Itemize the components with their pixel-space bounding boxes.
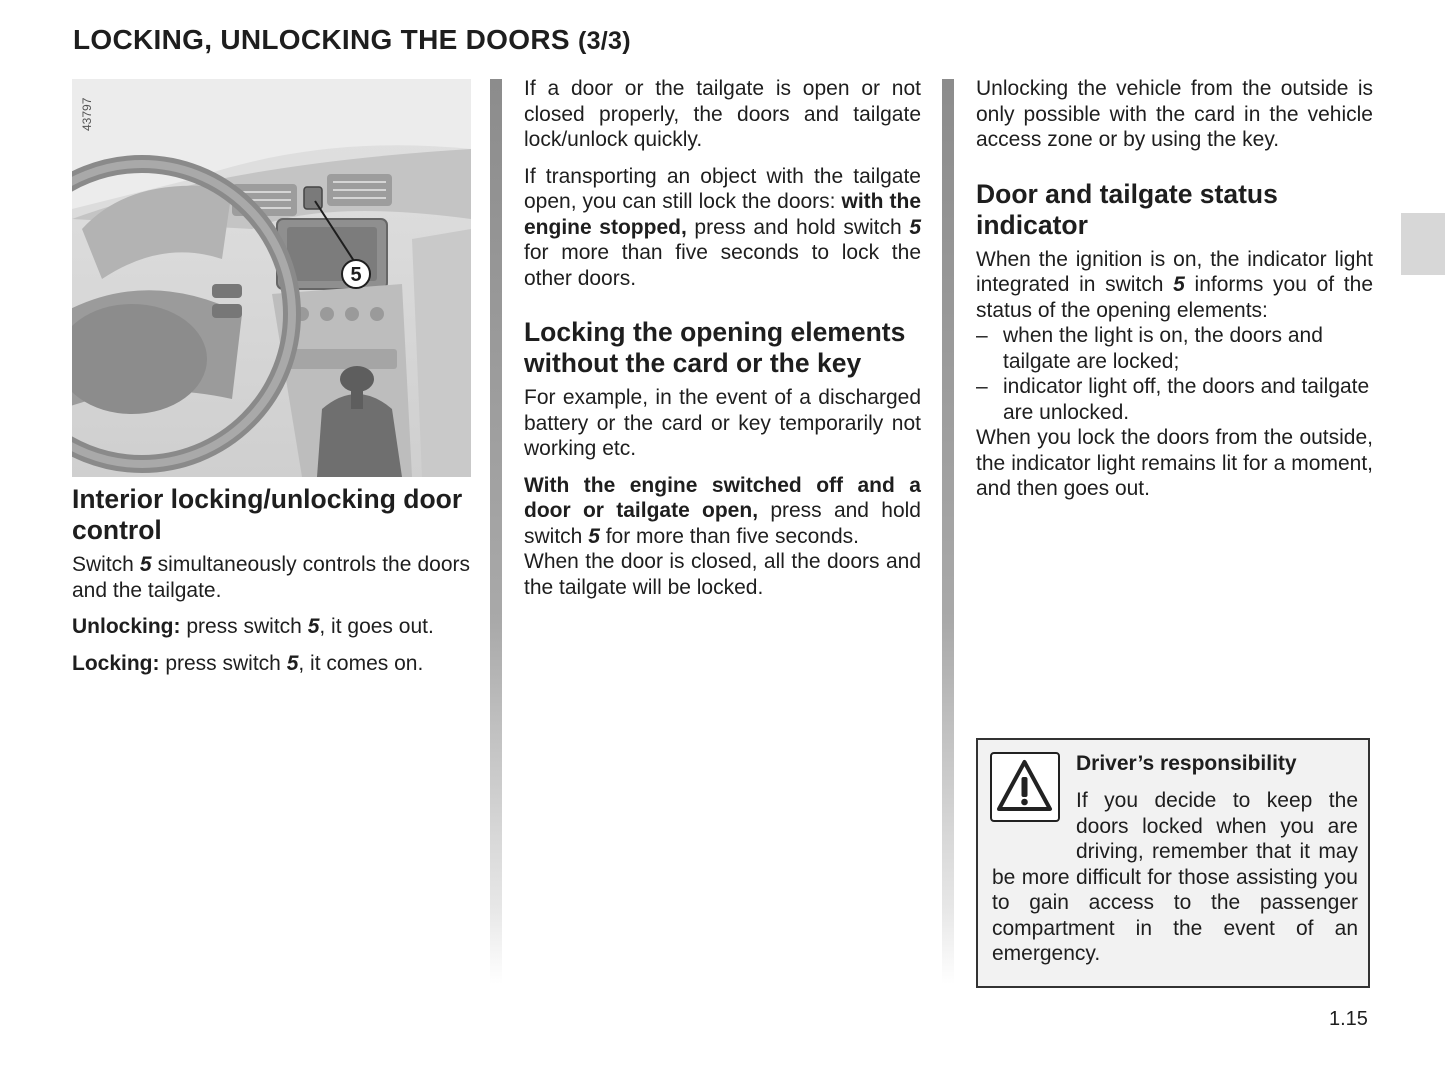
text: simultaneously controls the doors and the tailgate. [72, 553, 471, 602]
text: for more than five seconds. [599, 524, 860, 548]
column-2 [524, 76, 921, 611]
heading-status-indicator: Door and tailgate status indicator [976, 178, 1278, 240]
callout-label: 5 [350, 264, 362, 286]
paragraph-unlocking-outside: Unlocking the vehicle from the outside is only possible with the card in the vehicle access zone or by using the key. [976, 77, 1373, 151]
column-3 [976, 76, 1373, 513]
paragraph-unlocking [72, 614, 470, 640]
switch-number: 5 [307, 615, 320, 638]
chapter-tab [1401, 213, 1445, 275]
switch-number: 5 [286, 651, 299, 675]
text: press switch [159, 651, 287, 675]
warning-title: Driver’s responsibility [1076, 752, 1297, 775]
text: for more than five seconds to lock the other doors. [524, 241, 921, 290]
dashboard-illustration [72, 79, 471, 477]
heading-interior-control: Interior locking/unlocking door control [72, 484, 463, 545]
page-part: (3/3) [577, 27, 631, 55]
unlocking-label: Unlocking: [72, 615, 181, 638]
text: press and hold switch [686, 215, 910, 239]
column-1 [72, 484, 470, 687]
switch-number: 5 [139, 553, 152, 576]
bold-text: with the engine stopped, [524, 190, 922, 239]
paragraph-ignition [976, 247, 1373, 324]
switch-number: 5 [588, 524, 600, 548]
warning-box [976, 738, 1370, 988]
page-title-text: LOCKING, UNLOCKING THE DOORS [73, 24, 570, 55]
paragraph-switch-5 [72, 552, 470, 603]
text: Switch [72, 553, 140, 576]
paragraph-example: For example, in the event of a discharged battery or the card or key temporarily not working etc. [524, 386, 921, 460]
warning-text-block [992, 788, 1358, 967]
paragraph-locking [72, 651, 470, 677]
paragraph-transporting [524, 164, 921, 292]
dashboard-drawing [72, 79, 471, 477]
page-number: 1.15 [1329, 1008, 1368, 1030]
locking-label: Locking: [72, 651, 160, 675]
text: , it comes on. [298, 651, 424, 675]
text: press and hold switch [524, 499, 921, 548]
heading-locking-without-key: Locking the opening elements without the card or the key [524, 317, 906, 378]
paragraph-lock-outside: When you lock the doors from the outside, the indicator light remains lit for a moment, and then goes out. [976, 426, 1373, 500]
paragraph-door-open: If a door or the tailgate is open or not closed properly, the doors and tailgate lock/unlock quickly. [524, 77, 921, 151]
warning-text: If you decide to keep the doors locked when you are driving, remember that it may be more difficult for those assisting you to gain access to the passenger compartment in the event of an emergency. [992, 789, 1358, 965]
text: press switch [180, 615, 308, 638]
column-divider-1 [490, 79, 502, 984]
paragraph-engine-off [524, 473, 921, 550]
text: When the ignition is on, the indicator light integrated in switch [976, 247, 1373, 296]
switch-number: 5 [909, 215, 921, 239]
list-item: – indicator light off, the doors and tailgate are unlocked. [976, 374, 1373, 425]
switch-number: 5 [1173, 273, 1185, 296]
column-divider-2 [942, 79, 954, 984]
paragraph-door-closed: When the door is closed, all the doors and the tailgate will be locked. [524, 550, 921, 599]
status-list [976, 323, 1373, 425]
page-title [73, 24, 631, 56]
figure-id: 43797 [80, 97, 94, 131]
list-item: – when the light is on, the doors and tailgate are locked; [976, 323, 1373, 374]
text: , it goes out. [319, 615, 434, 638]
text: informs you of the status of the opening elements: [976, 273, 1373, 322]
bold-text: With the engine switched off and a door or tailgate open, [524, 473, 921, 522]
text: If transporting an object with the tailgate open, you can still lock the doors: [524, 164, 921, 213]
